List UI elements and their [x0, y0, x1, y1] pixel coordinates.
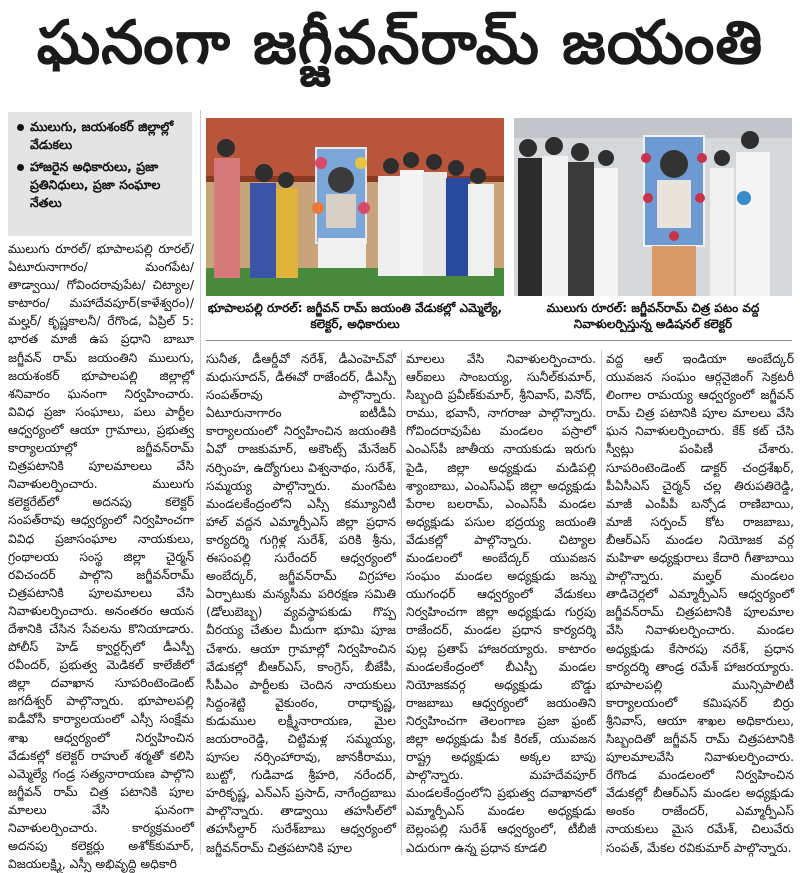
- photo-caption: ములుగు రూరల్: జగ్జీవన్‌రామ్ చిత్ర పటం వద్ద నివాళులర్పిస్తున్న అడిషనల్ కలెక్టర్: [546, 301, 760, 331]
- highlight-item: [16, 158, 184, 212]
- headline: ఘనంగా జగ్జీవన్‌రామ్ జయంతి: [36, 8, 764, 78]
- article-text: సునీత, డీఆర్డీవో నరేశ్, డీఎంహెచ్‌వో మధుసూదన్, డీఈవో రాజేందర్, డీఎస్పీ సంపత్‌రావు పాల్గొన్నారు. ఏటూరునాగారం ఐటీడీఏ కార్యాలయంలో నిర్వహించిన జయంతికి ఏవో రాజకుమార్, అకౌంట్స్ మేనేజర్ నర్సింహ, ఉద్యోగులు విశ్వనాథం, సురేశ్, సమ్మయ్య పాల్గొన్నారు. మంగపేట మండలకేంద్రంలోని ఎస్సీ కమ్యూనిటీ హాల్ వద్దన ఎమ్మార్పీఎస్ జిల్లా ప్రధాన కార్యదర్శి గుగ్గిళ్ల సురేశ్, పరికి శ్రీను, ఈసంపల్లి సురేందర్ ఆధ్వర్యంలో అంబేద్కర్, జగ్జీవన్‌రామ్ విగ్రహాల ఏర్పాటుకు మన్యసీమ పరిరక్షణ సమితి (డోలుబెబ్బ) వ్యవస్థాపకుడు గొప్ప వీరయ్య చేతుల మీదుగా భూమి పూజ చేశారు. ఆయా గ్రామాల్లో నిర్వహించిన వేడుకల్లో బీఆర్‌ఎస్, కాంగ్రెస్, బీజేపీ, సీపీఎం పార్టీలకు చెందిన నాయకులు సిద్దంశెట్టి వైకుంఠం, రాధాకృష్ణ, కుడుముల లక్ష్మీనారాయణ, మైల జయరాంరెడ్డి, చిట్టిమళ్ల సమ్మయ్య, పూసల నర్సింహారావు, జానకీరాము, బుట్టో, గుడివాడ శ్రీహరి, నరేందర్, హరికృష్ణ, ఎన్‌ఎస్ ప్రసాద్, నాగేంద్రబాబు పాల్గొన్నారు. తాడ్వాయి తహసీల్‌లో తహసీల్దార్ సురేశ్‌బాబు ఆధ్వర్యంలో జగ్జీవన్‌రామ్ చిత్రపటానికి పూల: [206, 352, 396, 855]
- highlights-box: [8, 112, 192, 236]
- article-column: [406, 350, 596, 855]
- column-divider: [601, 350, 602, 855]
- photo-mulugu-tribute: [514, 118, 792, 296]
- article-column: [206, 350, 396, 855]
- article-text: మాలలు వేసి నివాళులర్పించారు. ఆర్‌ఐలు సాంబయ్య, సునీల్‌కుమార్, సిబ్బంది ప్రవీణ్‌కుమార్, శ్రీనివాస్, వినోద్, రాము, భవానీ, నాగరాజు పాల్గొన్నారు. గోవిందరావుపేట మండలం పస్రాలో ఎంఎస్‌పీ జాతీయ నాయకుడు ఇరుగు పైడి, జిల్లా అధ్యక్షుడు మడిపల్లి శ్యాంబాబు, ఎంఎస్‌ఎఫ్ జిల్లా అధ్యక్షుడు పేరాల బలరామ్, ఎంఎస్‌పీ మండల అధ్యక్షుడు పసుల భద్రయ్య జయంతి వేడుకల్లో పాల్గొన్నారు. చిట్యాల మండలంలో అంబేద్కర్ యువజన సంఘం మండల అధ్యక్షుడు జన్ను యుగంధర్ ఆధ్వర్యంలో వేడుకలు నిర్వహించగా జిల్లా అధ్యక్షుడు గుర్రపు రాజేందర్, మండల ప్రధాన కార్యదర్శి పుల్ల ప్రతాప్ హాజరయ్యారు. కాటారం మండలకేంద్రంలో బీఎస్పీ మండల నియోజకవర్గ అధ్యక్షుడు బొడ్డు రాజబాబు ఆధ్వర్యంలో జయంతిని నిర్వహించగా తెలంగాణ ప్రజా ఫ్రంట్ జిల్లా అధ్యక్షుడు పీక కిరణ్, యువజన రాష్ట్ర అధ్యక్షుడు అక్కల బాపు పాల్గొన్నారు. మహదేవపూర్ మండలకేంద్రంలోని ప్రభుత్వ దవాఖానలో ఎమ్మార్పీఎస్ మండల అధ్యక్షుడు బెల్లంపల్లి సురేశ్ ఆధ్వర్యంలో, టీబీజీ ఎదురుగా ఉన్న ప్రధాన కూడలి: [406, 352, 596, 855]
- bullet-icon: [17, 124, 24, 131]
- article-column: [8, 240, 194, 872]
- photo-caption: భూపాలపల్లి రూరల్: జగ్జీవన్ రామ్ జయంతి వేడుకల్లో ఎమ్మెల్యే, కలెక్టర్, అధికారులు: [207, 301, 503, 331]
- bullet-icon: [17, 164, 24, 171]
- highlight-text: హాజరైన అధికారులు, ప్రజా ప్రతినిధులు, ప్రజా సంఘాల నేతలు: [30, 159, 161, 210]
- article-text: వద్ద ఆల్ ఇండియా అంబేద్కర్ యువజన సంఘం ఆర్గనైజింగ్ సెక్రటరీ లింగాల రామయ్య ఆధ్వర్యంలో జగ్జీవన్ రామ్ చిత్ర పటానికి పూల మాలలు వేసి ఘన నివాళులర్పించారు. కేక్ కట్ చేసి స్వీట్లు పంపిణీ చేశారు. సూపరింటెండెంట్ డాక్టర్ చంద్రశేఖర్, పీఏసీఎస్ చైర్మన్ చల్ల తిరుపతిరెడ్డి, మాజీ ఎంపీపీ బన్సోడ రాణిబాయి, మాజీ సర్పంచ్ కోట రాజబాబు, బీఆర్‌ఎస్ మండల నియోజక వర్గ మహిళా అధ్యక్షురాలు కేదారి గీతాబాయి పాల్గొన్నారు. మల్హర్ మండలం తాడిచెర్లలో ఎమ్మార్పీఎస్ ఆధ్వర్యంలో జగ్జీవన్‌రామ్ చిత్రపటానికి పూలమాల వేసి నివాళులర్పించారు. మండల అధ్యక్షుడు కేసారపు నరేశ్, ప్రధాన కార్యదర్శి తాండ్ర రమేశ్ హాజరయ్యారు. భూపాలపల్లి మున్సిపాలిటీ కార్యాలయంలో కమిషనర్ బిర్రు శ్రీనివాస్, ఆయా శాఖల అధికారులు, సిబ్బందితో జగ్జీవన్ రామ్ చిత్రపటానికి పూలమాలవేసి నివాళులర్పించారు. రేగొండ మండలంలో నిర్వహించిన వేడుకల్లో బీఆర్‌ఎస్ మండల అధ్యక్షుడు అంకం రాజేందర్, ఎమ్మార్పీఎస్ నాయకులు మైస రమేశ్, చిలువేరు సంపత్, మేకల రవికుమార్ పాల్గొన్నారు.: [606, 352, 794, 855]
- highlight-text: ములుగు, జయశంకర్ జిల్లాల్లో వేడుకలు: [30, 119, 174, 152]
- caption-divider: [206, 340, 792, 341]
- highlights-list: [16, 118, 184, 212]
- photo-bhupalpally-event: [206, 118, 504, 296]
- column-divider: [200, 110, 201, 855]
- column-divider: [401, 350, 402, 855]
- article-text: ములుగు రూరల్/ భూపాలపల్లి రూరల్/ ఏటూరునాగారం/ మంగపేట/ తాడ్వాయి/ గోవిందరావుపేట/ చిట్యాల/ కాటారం/ మహాదేవపూర్(కాళేశ్వరం)/ మల్హర్/ కృష్ణకాలనీ/ రేగొండ, ఏప్రిల్ 5: భారత మాజీ ఉప ప్రధాని బాబూ జగ్జీవన్ రామ్ జయంతిని ములుగు, జయశంకర్ భూపాలపల్లి జిల్లాల్లో శనివారం ఘనంగా నిర్వహించారు. వివిధ ప్రజా సంఘాలు, పలు పార్టీల ఆధ్వర్యంలో ఆయా గ్రామాలు, ప్రభుత్వ కార్యాలయాల్లో జగ్జీవన్‌రామ్ చిత్రపటానికి పూలమాలలు వేసి నివాళులర్పించారు. ములుగు కలెక్టరేట్‌లో అదనపు కలెక్టర్ సంపత్‌రావు ఆధ్వర్యంలో నిర్వహించగా వివిధ ప్రజాసంఘాల నాయకులు, గ్రంథాలయ సంస్థ జిల్లా చైర్మన్ రవిచందర్ పాల్గొని జగ్జీవన్‌రామ్ చిత్రపటానికి పూలమాలలు వేసి నివాళులర్పించారు. అనంతరం ఆయన దేశానికి చేసిన సేవలను కొనియాడారు. పోలీస్ హెడ్ క్వార్టర్స్‌లో డీఎస్పీ రవీందర్, ప్రభుత్వ మెడికల్ కాలేజీలో జిల్లా దవాఖాన సూపరింటెండెంట్ జగదీశ్వర్ పాల్గొన్నారు. భూపాలపల్లి ఐడీవోసీ కార్యాలయంలో ఎస్సీ సంక్షేమ శాఖ ఆధ్వర్యంలో నిర్వహించిన వేడుకల్లో కలెక్టర్ రాహుల్ శర్మతో కలిసి ఎమ్మెల్యే గండ్ర సత్యనారాయణ పాల్గొని జగ్జీవన్ రామ్ చిత్ర పటానికి పూల మాలలు వేసి ఘనంగా నివాళులర్పించారు. కార్యక్రమంలో అదనపు కలెక్టర్లు అశోక్‌కుమార్, విజయలక్ష్మి, ఎస్సీ అభివృద్ధి అధికారి: [8, 242, 194, 872]
- article-column: [606, 350, 794, 855]
- highlight-item: [16, 118, 184, 154]
